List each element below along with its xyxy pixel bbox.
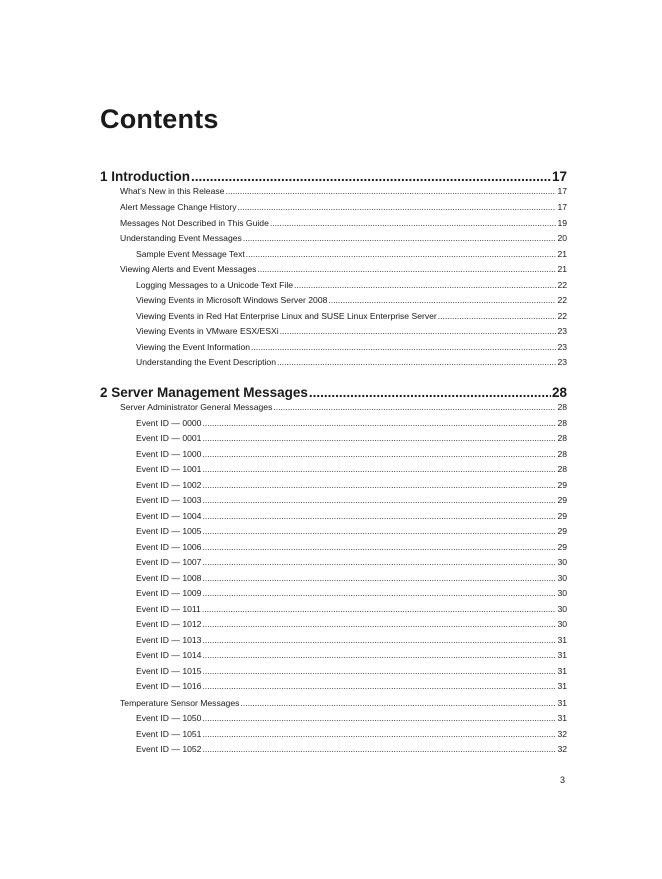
dot-leader (202, 432, 556, 445)
toc-entry[interactable] (136, 634, 567, 647)
toc-entry-page: 17 (557, 202, 567, 212)
dot-leader (202, 712, 556, 725)
toc-entry[interactable] (136, 294, 567, 307)
dot-leader (202, 634, 556, 647)
toc-entry-page: 29 (557, 480, 567, 490)
toc-entry-label: Event ID — 1014 (136, 650, 202, 660)
toc-entry-label: Event ID — 1051 (136, 729, 202, 739)
dot-leader (202, 649, 556, 662)
dot-leader (294, 279, 556, 292)
dot-leader (202, 603, 557, 616)
toc-entry-page: 22 (557, 311, 567, 321)
toc-entry[interactable] (120, 201, 567, 214)
dot-leader (309, 384, 551, 402)
toc-entry-page: 28 (551, 385, 567, 400)
toc-entry-label: Viewing Events in Red Hat Enterprise Linux and SUSE Linux Enterprise Server (136, 311, 437, 321)
dot-leader (270, 217, 557, 230)
toc-entry-page: 29 (557, 526, 567, 536)
toc-entry[interactable] (136, 712, 567, 725)
page-title: Contents (100, 104, 219, 134)
toc-entry-page: 23 (557, 326, 567, 336)
toc-entry[interactable] (136, 556, 567, 569)
dot-leader (202, 556, 556, 569)
toc-entry-label: Temperature Sensor Messages (120, 698, 240, 708)
dot-leader (238, 201, 557, 214)
toc-entry-label: Understanding the Event Description (136, 357, 276, 367)
toc-entry-page: 30 (557, 604, 567, 614)
dot-leader (202, 494, 556, 507)
toc-entry-label: Viewing the Event Information (136, 342, 251, 352)
toc-entry[interactable] (120, 217, 567, 230)
toc-entry[interactable] (136, 743, 567, 756)
toc-entry-label: Viewing Events in Microsoft Windows Server 2008 (136, 295, 328, 305)
toc-entry-page: 32 (557, 744, 567, 754)
toc-entry-page: 28 (557, 402, 567, 412)
dot-leader (273, 401, 556, 414)
toc-entry-page: 30 (557, 619, 567, 629)
toc-entry[interactable] (136, 525, 567, 538)
toc-entry-label: Event ID — 1012 (136, 619, 202, 629)
toc-entry-label: Event ID — 1006 (136, 542, 202, 552)
toc-entry-page: 31 (557, 681, 567, 691)
toc-entry-page: 17 (557, 186, 567, 196)
dot-leader (240, 697, 556, 710)
toc-entry-label: Sample Event Message Text (136, 249, 245, 259)
toc-entry-label: Event ID — 1011 (136, 604, 201, 614)
dot-leader (280, 325, 557, 338)
dot-leader (243, 232, 557, 245)
toc-entry-label: Event ID — 0000 (136, 418, 202, 428)
toc-entry-label: Logging Messages to a Unicode Text File (136, 280, 294, 290)
toc-entry-page: 31 (557, 713, 567, 723)
page-number: 3 (560, 775, 566, 785)
dot-leader (202, 618, 556, 631)
dot-leader (202, 572, 556, 585)
toc-entry[interactable] (136, 341, 567, 354)
dot-leader (202, 525, 556, 538)
toc-entry[interactable] (136, 494, 567, 507)
dot-leader (225, 185, 556, 198)
toc-entry-page: 28 (557, 418, 567, 428)
dot-leader (277, 356, 556, 369)
toc-entry[interactable] (120, 263, 567, 276)
toc-entry-label: Event ID — 1008 (136, 573, 202, 583)
toc-entry[interactable] (120, 185, 567, 198)
toc-chapter-entry[interactable] (100, 384, 567, 402)
toc-chapter-entry[interactable] (100, 168, 567, 186)
dot-leader (202, 665, 556, 678)
toc-entry[interactable] (120, 697, 567, 710)
toc-entry-label: 2 Server Management Messages (100, 385, 308, 400)
toc-entry-label: Messages Not Described in This Guide (120, 218, 269, 228)
toc-entry[interactable] (136, 649, 567, 662)
toc-entry[interactable] (136, 325, 567, 338)
toc-entry-page: 30 (557, 573, 567, 583)
toc-entry-label: Event ID — 1007 (136, 557, 202, 567)
toc-entry-page: 29 (557, 495, 567, 505)
toc-entry-page: 20 (557, 233, 567, 243)
toc-entry-label: Viewing Events in VMware ESX/ESXi (136, 326, 279, 336)
toc-entry[interactable] (136, 279, 567, 292)
toc-entry-page: 22 (557, 295, 567, 305)
toc-entry[interactable] (136, 432, 567, 445)
dot-leader (328, 294, 556, 307)
toc-entry[interactable] (136, 572, 567, 585)
dot-leader (251, 341, 556, 354)
toc-entry-label: Alert Message Change History (120, 202, 237, 212)
toc-entry-label: Event ID — 1009 (136, 588, 202, 598)
dot-leader (202, 448, 556, 461)
toc-entry-page: 19 (557, 218, 567, 228)
toc-entry[interactable] (136, 463, 567, 476)
toc-entry[interactable] (136, 510, 567, 523)
toc-entry[interactable] (136, 728, 567, 741)
toc-entry-page: 21 (557, 249, 567, 259)
toc-entry[interactable] (120, 401, 567, 414)
toc-entry[interactable] (136, 448, 567, 461)
toc-entry[interactable] (136, 680, 567, 693)
toc-entry-page: 31 (557, 650, 567, 660)
toc-entry-page: 31 (557, 698, 567, 708)
toc-entry-page: 28 (557, 449, 567, 459)
toc-entry-page: 32 (557, 729, 567, 739)
toc-entry-page: 28 (557, 464, 567, 474)
toc-entry-page: 22 (557, 280, 567, 290)
dot-leader (202, 541, 556, 554)
toc-entry-label: Event ID — 1052 (136, 744, 202, 754)
toc-entry-label: What’s New in this Release (120, 186, 225, 196)
toc-entry[interactable] (136, 541, 567, 554)
toc-entry-page: 30 (557, 557, 567, 567)
toc-entry-page: 29 (557, 542, 567, 552)
dot-leader (202, 479, 556, 492)
toc-entry-label: Event ID — 1015 (136, 666, 202, 676)
dot-leader (191, 168, 551, 186)
toc-entry-page: 31 (557, 635, 567, 645)
toc-entry-page: 28 (557, 433, 567, 443)
toc-entry-label: Event ID — 1005 (136, 526, 202, 536)
toc-entry[interactable] (120, 232, 567, 245)
toc-entry-label: Event ID — 1050 (136, 713, 202, 723)
toc-entry-label: Event ID — 1000 (136, 449, 202, 459)
toc-entry-label: Event ID — 1013 (136, 635, 202, 645)
dot-leader (202, 728, 556, 741)
dot-leader (438, 310, 557, 323)
toc-entry-label: Server Administrator General Messages (120, 402, 273, 412)
toc-entry[interactable] (136, 310, 567, 323)
toc-entry-label: Understanding Event Messages (120, 233, 242, 243)
toc-entry[interactable] (136, 665, 567, 678)
dot-leader (202, 463, 556, 476)
toc-entry-label: Event ID — 1004 (136, 511, 202, 521)
toc-entry-page: 17 (551, 169, 567, 184)
toc-entry-page: 29 (557, 511, 567, 521)
toc-entry[interactable] (136, 618, 567, 631)
toc-entry-label: Event ID — 1003 (136, 495, 202, 505)
toc-entry[interactable] (136, 356, 567, 369)
toc-entry-label: Event ID — 1016 (136, 681, 202, 691)
toc-entry-page: 21 (557, 264, 567, 274)
toc-entry-page: 31 (557, 666, 567, 676)
toc-entry-label: Event ID — 1002 (136, 480, 202, 490)
toc-entry-page: 30 (557, 588, 567, 598)
toc-entry[interactable] (136, 479, 567, 492)
toc-entry[interactable] (136, 587, 567, 600)
toc-entry-label: Viewing Alerts and Event Messages (120, 264, 257, 274)
toc-entry-page: 23 (557, 342, 567, 352)
toc-entry[interactable] (136, 417, 567, 430)
dot-leader (202, 587, 556, 600)
toc-entry-label: 1 Introduction (100, 169, 190, 184)
dot-leader (202, 680, 556, 693)
dot-leader (257, 263, 556, 276)
toc-entry[interactable] (136, 603, 567, 616)
toc-entry-page: 23 (557, 357, 567, 367)
dot-leader (202, 743, 556, 756)
toc-entry-label: Event ID — 0001 (136, 433, 202, 443)
dot-leader (202, 417, 556, 430)
dot-leader (202, 510, 556, 523)
toc-entry-label: Event ID — 1001 (136, 464, 202, 474)
toc-entry[interactable] (136, 248, 567, 261)
dot-leader (246, 248, 557, 261)
